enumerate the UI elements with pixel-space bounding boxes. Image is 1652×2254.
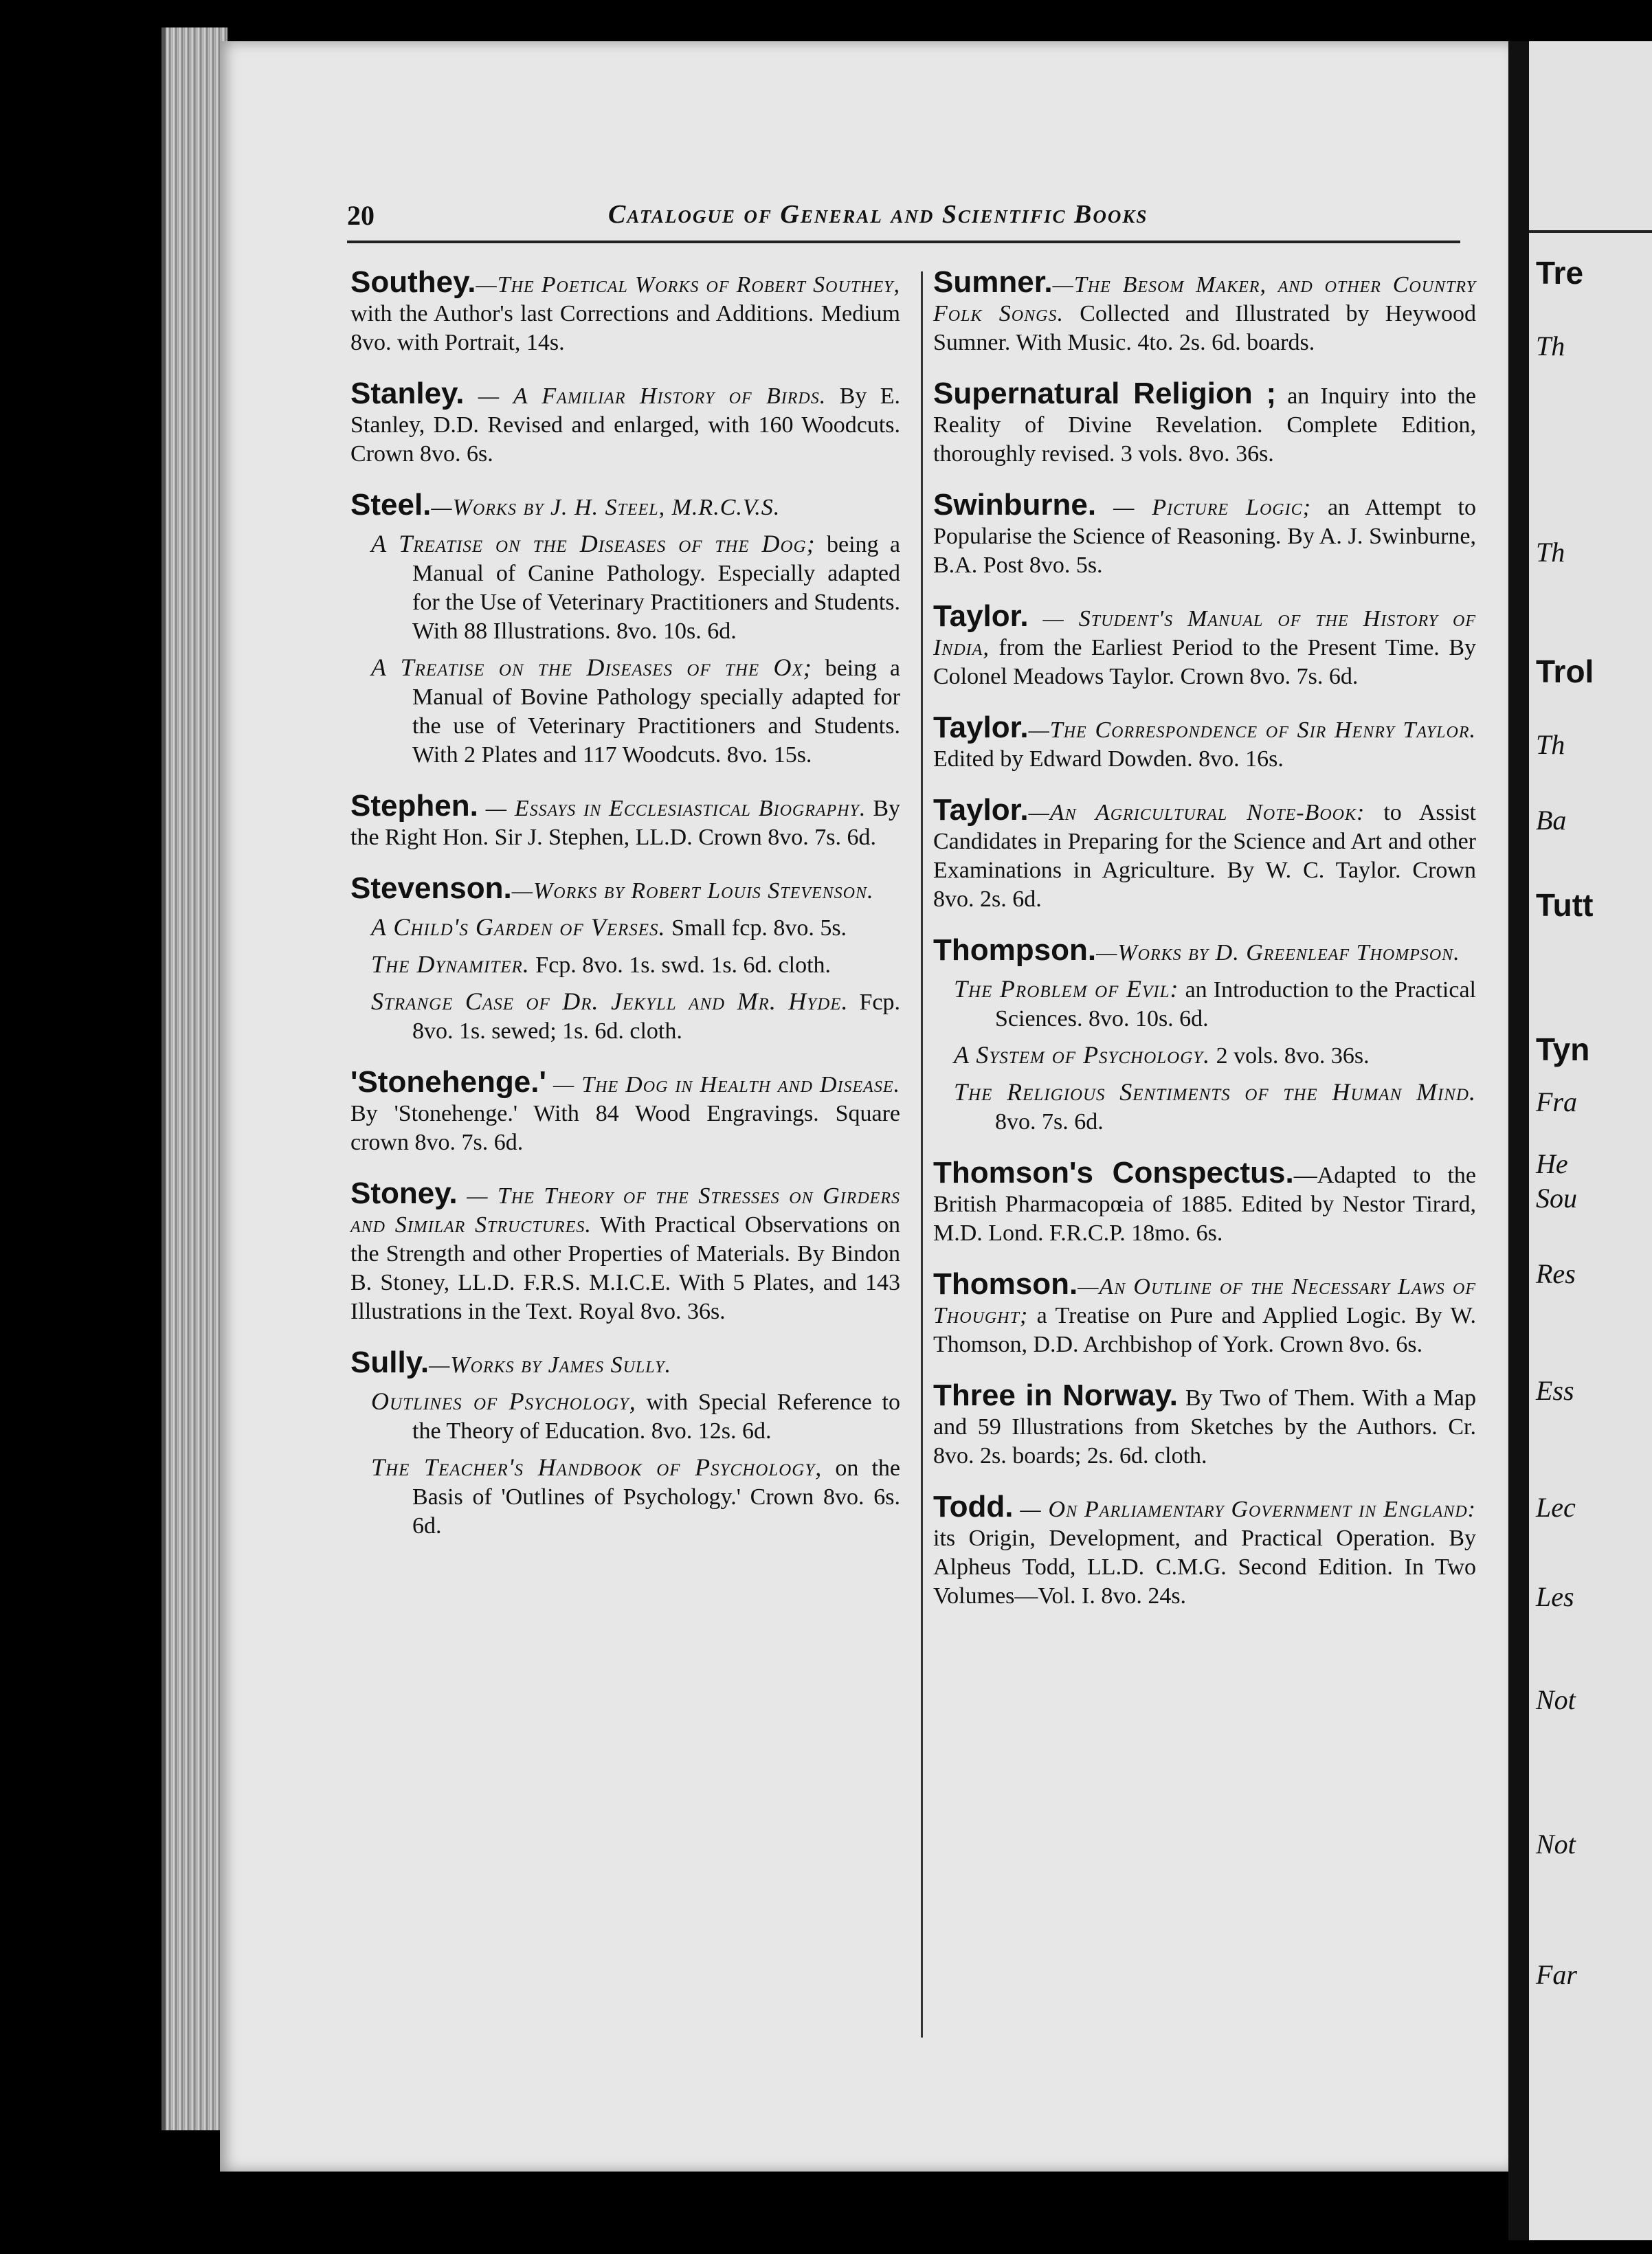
- entry-author: Sumner.: [933, 265, 1053, 299]
- page-header: [347, 199, 1460, 243]
- right-column: [933, 265, 1477, 1633]
- adjacent-fragment: Tyn: [1536, 1031, 1590, 1067]
- sub-entry-title: A System of Psychology.: [954, 1041, 1211, 1069]
- entry-title: — The Theory of the Stresses on Girders and Similar Structures.: [350, 1183, 900, 1238]
- entry-description: with the Author's last Corrections and Additions. Medium 8vo. with Portrait, 14s.: [350, 301, 900, 355]
- catalogue-entry: [350, 1348, 900, 1541]
- sub-entry: [371, 987, 900, 1046]
- adjacent-page-fragment: [1529, 41, 1652, 2240]
- adjacent-fragment: Th: [1536, 537, 1565, 568]
- sub-entry-description: Fcp. 8vo. 1s. swd. 1s. 6d. cloth.: [535, 952, 831, 978]
- entry-title: —Works by J. H. Steel, M.R.C.V.S.: [431, 495, 781, 520]
- column-divider: [921, 271, 923, 2038]
- sub-entry: [954, 1078, 1476, 1137]
- entry-title: —An Agricultural Note-Book:: [1028, 800, 1365, 825]
- entry-title: —The Correspondence of Sir Henry Taylor.: [1028, 717, 1476, 743]
- sub-entry-description: Small fcp. 8vo. 5s.: [671, 915, 847, 941]
- entry-author: Sully.: [350, 1346, 429, 1379]
- adjacent-fragment: Far: [1536, 1959, 1577, 1990]
- running-title: Catalogue of General and Scientific Books: [608, 200, 1148, 229]
- entry-title: — The Dog in Health and Disease.: [546, 1072, 900, 1097]
- catalogue-entry: [350, 1176, 900, 1326]
- entry-author: Thomson.: [933, 1267, 1078, 1301]
- entry-author: Three in Norway.: [933, 1379, 1178, 1412]
- book-gutter: [1508, 41, 1529, 2240]
- sub-entry-description: 2 vols. 8vo. 36s.: [1216, 1043, 1370, 1069]
- sub-entry: [371, 1387, 900, 1446]
- entry-author: Stanley.: [350, 377, 465, 410]
- sub-entry-title: The Dynamiter.: [371, 950, 530, 978]
- sub-entry-description: with Special Reference to the Theory of Education. 8vo. 12s. 6d.: [412, 1390, 900, 1444]
- catalogue-entry: [350, 789, 900, 852]
- catalogue-entry: [350, 265, 900, 357]
- entry-title: — Picture Logic;: [1096, 495, 1311, 520]
- sub-entry-description: 8vo. 7s. 6d.: [995, 1109, 1104, 1135]
- entry-author: Stevenson.: [350, 871, 512, 905]
- catalogue-entry: [350, 871, 901, 1046]
- entry-title: —The Poetical Works of Robert Southey,: [476, 272, 900, 298]
- catalogue-entry: [933, 1156, 1476, 1248]
- entry-title: — Student's Manual of the History of India,: [933, 606, 1476, 660]
- entry-description: By E. Stanley, D.D. Revised and enlarged, with 160 Woodcuts. Crown 8vo. 6s.: [350, 383, 900, 467]
- catalogue-entry: [350, 1065, 900, 1157]
- sub-entry-description: on the Basis of 'Outlines of Psychology.' Crown 8vo. 6s. 6d.: [412, 1455, 900, 1539]
- catalogue-entry: [933, 933, 1476, 1137]
- entry-description: to Assist Candidates in Preparing for the Science and Art and other Examinations in Agriculture. By W. C. Taylor. Crown 8vo. 2s. 6d.: [933, 800, 1476, 912]
- adjacent-fragment: Sou: [1536, 1183, 1577, 1214]
- left-column: [350, 265, 901, 1563]
- sub-entry-title: The Teacher's Handbook of Psychology,: [371, 1453, 823, 1481]
- catalogue-entry: [933, 599, 1477, 691]
- catalogue-entry: [933, 265, 1476, 357]
- entry-author: Southey.: [350, 265, 476, 299]
- entry-author: 'Stonehenge.': [350, 1065, 546, 1099]
- sub-entry: [954, 974, 1476, 1034]
- sub-entry: [954, 1040, 1476, 1071]
- adjacent-fragment: Res: [1536, 1258, 1576, 1289]
- adjacent-fragment: Lec: [1536, 1492, 1576, 1523]
- adjacent-fragment: Ess: [1536, 1375, 1574, 1406]
- adjacent-fragment: Tre: [1536, 255, 1584, 291]
- entry-author: Taylor.: [933, 711, 1029, 744]
- entry-description: By the Right Hon. Sir J. Stephen, LL.D. Crown 8vo. 7s. 6d.: [350, 796, 900, 850]
- entry-description: an Inquiry into the Reality of Divine Revelation. Complete Edition, thoroughly revised. 3 vols. 8vo. 36s.: [933, 383, 1476, 467]
- sub-entry-description: Fcp. 8vo. 1s. sewed; 1s. 6d. cloth.: [412, 990, 901, 1044]
- entry-title: —Works by Robert Louis Stevenson.: [511, 878, 874, 904]
- sub-entry: [371, 1453, 900, 1541]
- catalogue-entry: [350, 379, 900, 469]
- sub-entry-description: being a Manual of Canine Pathology. Especially adapted for the Use of Veterinary Practitioners and Students. With 88 Illustrations. 8vo. 10s. 6d.: [412, 532, 900, 644]
- sub-entry: [371, 913, 900, 943]
- entry-author: Stephen.: [350, 789, 478, 823]
- page-number: 20: [347, 200, 375, 231]
- sub-entry-title: Strange Case of Dr. Jekyll and Mr. Hyde.: [371, 987, 849, 1015]
- catalogue-entry: [933, 1267, 1477, 1359]
- catalogue-entry: [933, 379, 1476, 469]
- entry-description: By 'Stonehenge.' With 84 Wood Engravings. Square crown 8vo. 7s. 6d.: [350, 1101, 900, 1155]
- sub-entry: [371, 950, 900, 980]
- entry-description: an Attempt to Popularise the Science of Reasoning. By A. J. Swinburne, B.A. Post 8vo. 5s.: [933, 495, 1477, 578]
- entry-description: Edited by Edward Dowden. 8vo. 16s.: [933, 746, 1284, 772]
- sub-entry-title: A Treatise on the Diseases of the Ox;: [371, 654, 812, 681]
- adjacent-fragment: Not: [1536, 1829, 1576, 1860]
- sub-entry: [371, 653, 900, 770]
- entry-title: —Works by James Sully.: [429, 1352, 671, 1378]
- catalogue-entry: [933, 713, 1476, 774]
- adjacent-header-rule: [1529, 230, 1652, 233]
- entry-title: — A Familiar History of Birds.: [464, 383, 827, 409]
- entry-description: —Adapted to the British Pharmacopœia of 1885. Edited by Nestor Tirard, M.D. Lond. F.R.C.P. 18mo. 6s.: [933, 1163, 1476, 1246]
- entry-title: —An Outline of the Necessary Laws of Thought;: [933, 1274, 1476, 1328]
- entry-description: Collected and Illustrated by Heywood Sumner. With Music. 4to. 2s. 6d. boards.: [933, 301, 1476, 355]
- entry-author: Swinburne.: [933, 488, 1097, 522]
- adjacent-fragment: Les: [1536, 1581, 1574, 1612]
- entry-description: With Practical Observations on the Strength and other Properties of Materials. By Bindon B. Stoney, LL.D. F.R.S. M.I.C.E. With 5 Plates, and 143 Illustrations in the Text. Royal 8vo. 36s.: [350, 1212, 900, 1324]
- adjacent-fragment: Th: [1536, 331, 1565, 361]
- adjacent-fragment: Not: [1536, 1684, 1576, 1715]
- adjacent-fragment: Th: [1536, 729, 1565, 760]
- adjacent-fragment: He: [1536, 1148, 1568, 1179]
- catalogue-entry: [933, 1381, 1476, 1471]
- entry-author: Todd.: [933, 1490, 1014, 1524]
- adjacent-fragment: Ba: [1536, 805, 1567, 836]
- sub-entry-description: being a Manual of Bovine Pathology specially adapted for the use of Veterinary Practitioners and Students. With 2 Plates and 117 Woodcuts. 8vo. 15s.: [412, 656, 901, 768]
- entry-author: Taylor.: [933, 793, 1029, 827]
- sub-entry-title: The Religious Sentiments of the Human Mind.: [954, 1078, 1476, 1106]
- adjacent-fragment: Fra: [1536, 1086, 1577, 1117]
- catalogue-entry: [933, 1490, 1476, 1611]
- sub-entry-title: A Child's Garden of Verses.: [371, 913, 666, 941]
- sub-entry-title: The Problem of Evil:: [954, 975, 1179, 1003]
- sub-entry: [371, 529, 900, 646]
- entry-title: — On Parliamentary Government in England:: [1013, 1497, 1476, 1522]
- entry-author: Stoney.: [350, 1176, 458, 1210]
- entry-description: from the Earliest Period to the Present Time. By Colonel Meadows Taylor. Crown 8vo. 7s. 6d.: [933, 635, 1477, 689]
- adjacent-fragment: Tutt: [1536, 887, 1594, 923]
- entry-author: Steel.: [350, 488, 432, 522]
- entry-description: a Treatise on Pure and Applied Logic. By W. Thomson, D.D. Archbishop of York. Crown 8vo. 6s.: [933, 1303, 1477, 1357]
- book-page-edges: [161, 27, 227, 2130]
- sub-entry-title: Outlines of Psychology,: [371, 1387, 636, 1415]
- entry-author: Thomson's Conspectus.: [933, 1156, 1294, 1190]
- entry-title: —The Besom Maker, and other Country Folk Songs.: [933, 272, 1476, 326]
- catalogue-entry: [350, 488, 901, 770]
- entry-author: Supernatural Religion ;: [933, 377, 1277, 410]
- entry-title: — Essays in Ecclesiastical Biography.: [478, 796, 867, 821]
- entry-author: Thompson.: [933, 933, 1097, 967]
- adjacent-fragment: Trol: [1536, 654, 1594, 689]
- entry-description: its Origin, Development, and Practical Operation. By Alpheus Todd, LL.D. C.M.G. Second Edition. In Two Volumes—Vol. I. 8vo. 24s.: [933, 1526, 1476, 1609]
- entry-author: Taylor.: [933, 599, 1029, 633]
- catalogue-entry: [933, 488, 1477, 580]
- entry-description: By Two of Them. With a Map and 59 Illustrations from Sketches by the Authors. Cr. 8vo. 2s. boards; 2s. 6d. cloth.: [933, 1385, 1476, 1469]
- sub-entry-description: an Introduction to the Practical Sciences. 8vo. 10s. 6d.: [995, 977, 1476, 1031]
- entry-title: —Works by D. Greenleaf Thompson.: [1096, 940, 1460, 966]
- sub-entry-title: A Treatise on the Diseases of the Dog;: [371, 530, 816, 557]
- catalogue-entry: [933, 793, 1476, 914]
